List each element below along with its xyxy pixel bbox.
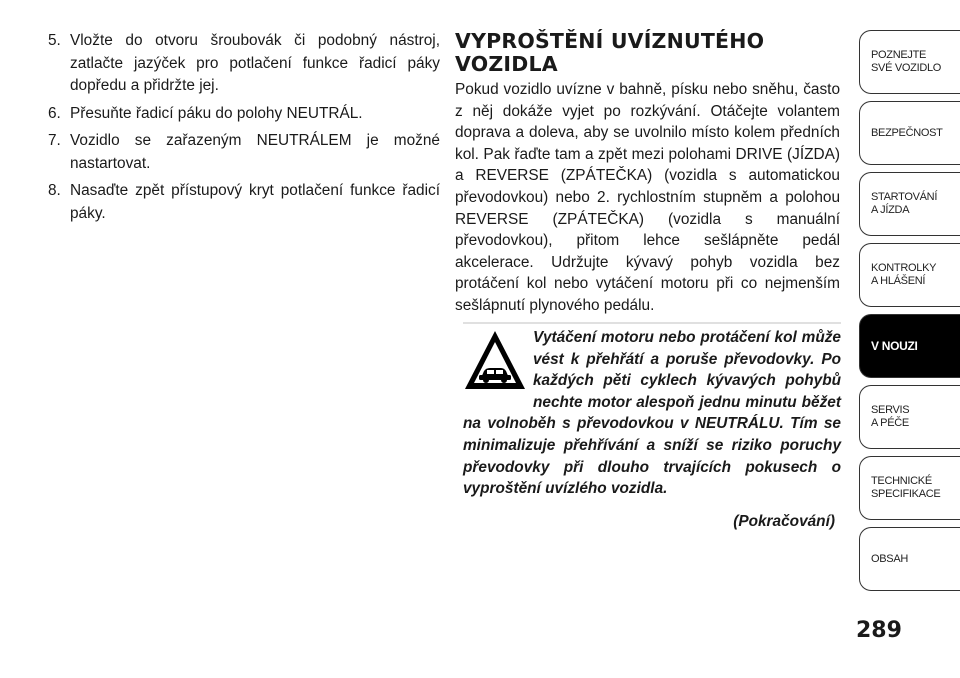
list-number: 6. bbox=[48, 104, 61, 122]
list-item bbox=[48, 130, 440, 175]
warning-text: Vytáčení motoru nebo protáčení kol může vést k přehřátí a poruše převodovky. Po každých pěti cyklech kývavých pohybů nechte motor alespoň jednu minutu běžet na volnoběh s převodovkou v NEUTRÁLU. Tím se minimalizuje přehřívání a sníží se riziko poruchy převodovky při dlouho trvajících pokusech o vyproštění uvízlého vozidla. bbox=[463, 329, 841, 498]
tab-label: KONTROLKY A HLÁŠENÍ bbox=[871, 262, 937, 287]
tab-contents[interactable] bbox=[859, 527, 960, 591]
tab-label: BEZPEČNOST bbox=[871, 126, 943, 139]
list-text: Nasaďte zpět přístupový kryt potlačení funkce řadicí páky. bbox=[70, 182, 440, 222]
list-text: Přesuňte řadicí páku do polohy NEUTRÁL. bbox=[70, 104, 363, 122]
continued-label: (Pokračování) bbox=[733, 513, 835, 530]
tab-specifications[interactable] bbox=[859, 456, 960, 520]
section-recovery bbox=[455, 30, 840, 317]
heading-line: VOZIDLA bbox=[455, 52, 558, 76]
tab-label: OBSAH bbox=[871, 552, 909, 565]
section-body: Pokud vozidlo uvízne v bahně, písku nebo sněhu, často z něj dokáže vyjet po rozkývání. Otáčejte volantem doprava a doleva, aby se uvolnilo místo kolem předních kol. Pak řaďte tam a zpět mezi polohami DRIVE (JÍZDA) a REVERSE (ZPÁTEČKA) (vozidla s automatickou převodovkou) nebo 2. rychlostním stupněm a polohou REVERSE (ZPÁTEČKA) (vozidla s manuální převodovkou), přitom lehce sešlápněte pedál akcelerace. Udržujte kývavý pohyb vozidla bez protáčení kol nebo vytáčení motoru při co nejmenším sešlápnutí plynového pedálu. bbox=[455, 81, 840, 314]
instruction-list bbox=[48, 30, 440, 230]
tab-emergency[interactable] bbox=[859, 314, 960, 378]
tab-label: TECHNICKÉ SPECIFIKACE bbox=[871, 475, 941, 500]
tab-label: SERVIS A PÉČE bbox=[871, 404, 910, 429]
list-text: Vložte do otvoru šroubovák či podobný nástroj, zatlačte jazýček pro potlačení funkce řadicí páky dopředu a přidržte jej. bbox=[70, 32, 440, 94]
tab-know-your-vehicle[interactable] bbox=[859, 30, 960, 94]
list-item bbox=[48, 103, 440, 126]
tab-indicators[interactable] bbox=[859, 243, 960, 307]
list-number: 5. bbox=[48, 32, 61, 49]
tab-safety[interactable] bbox=[859, 101, 960, 165]
tab-label: POZNEJTE SVÉ VOZIDLO bbox=[871, 49, 942, 74]
list-number: 7. bbox=[48, 132, 61, 149]
list-number: 8. bbox=[48, 182, 61, 199]
warning-divider bbox=[463, 322, 841, 324]
page-number: 289 bbox=[856, 618, 902, 643]
tab-starting-driving[interactable] bbox=[859, 172, 960, 236]
list-item bbox=[48, 180, 440, 225]
list-text: Vozidlo se zařazeným NEUTRÁLEM je možné nastartovat. bbox=[70, 132, 440, 172]
section-heading bbox=[455, 30, 840, 76]
tab-label: STARTOVÁNÍ A JÍZDA bbox=[871, 191, 938, 216]
tab-service[interactable] bbox=[859, 385, 960, 449]
tab-label: V NOUZI bbox=[871, 338, 918, 353]
warning-triangle-car-icon bbox=[463, 329, 527, 393]
warning-box bbox=[463, 327, 841, 500]
list-item bbox=[48, 30, 440, 98]
chapter-tabs bbox=[859, 30, 960, 598]
heading-line: VYPROŠTĚNÍ UVÍZNUTÉHO bbox=[455, 29, 765, 53]
